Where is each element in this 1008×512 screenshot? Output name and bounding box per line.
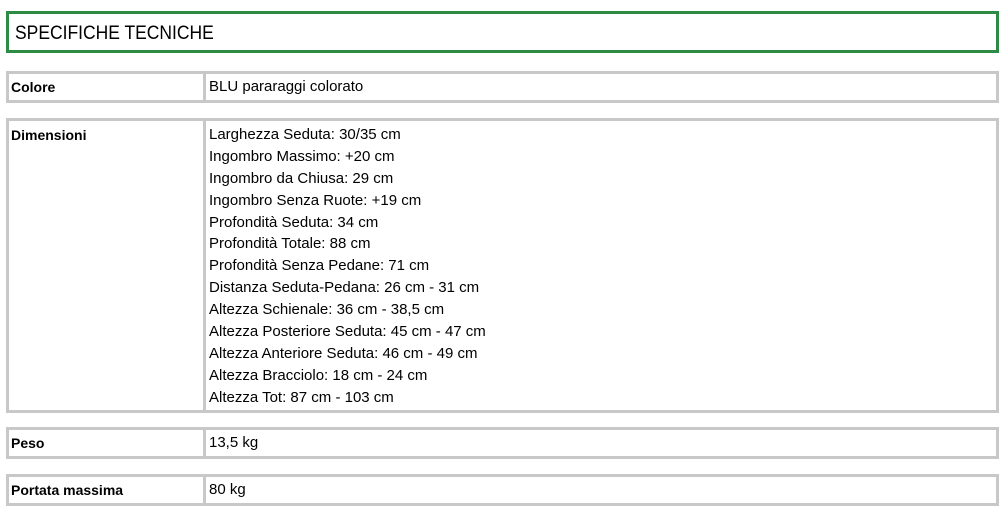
spec-value-colore bbox=[209, 74, 996, 100]
spec-value-text: BLU pararaggi colorato bbox=[209, 78, 364, 95]
dimension-item: Ingombro Senza Ruote: +19 cm bbox=[209, 191, 422, 209]
dimension-item: Profondità Totale: 88 cm bbox=[209, 235, 371, 253]
spec-label-text: Portata massima bbox=[11, 482, 124, 498]
spec-row-portata bbox=[6, 474, 999, 506]
dimension-item: Distanza Seduta-Pedana: 26 cm - 31 cm bbox=[209, 279, 480, 297]
spec-label-text: Dimensioni bbox=[11, 127, 87, 143]
spec-label-text: Peso bbox=[11, 435, 45, 451]
dimension-item: Altezza Anteriore Seduta: 46 cm - 49 cm bbox=[209, 344, 478, 362]
dimension-item: Ingombro da Chiusa: 29 cm bbox=[209, 169, 394, 187]
dimension-item: Profondità Senza Pedane: 71 cm bbox=[209, 257, 430, 275]
dimension-item: Ingombro Massimo: +20 cm bbox=[209, 147, 395, 165]
section-title-box bbox=[6, 11, 999, 53]
spec-value-text: 80 kg bbox=[209, 481, 246, 498]
dimension-item: Altezza Posteriore Seduta: 45 cm - 47 cm bbox=[209, 323, 486, 341]
section-title: SPECIFICHE TECNICHE bbox=[15, 23, 214, 44]
spec-value-portata bbox=[209, 477, 996, 503]
dimension-item: Larghezza Seduta: 30/35 cm bbox=[209, 126, 401, 143]
spec-label-colore bbox=[9, 74, 206, 100]
spec-value-peso bbox=[209, 430, 996, 456]
dimension-item: Altezza Tot: 87 cm - 103 cm bbox=[209, 388, 394, 406]
dimension-item: Altezza Bracciolo: 18 cm - 24 cm bbox=[209, 366, 428, 384]
dimension-item: Profondità Seduta: 34 cm bbox=[209, 213, 379, 231]
spec-label-dimensioni bbox=[9, 121, 206, 410]
dimensions-list bbox=[209, 124, 996, 409]
spec-row-colore bbox=[6, 71, 999, 103]
spec-value-dimensioni bbox=[209, 124, 996, 409]
spec-row-dimensioni bbox=[6, 118, 999, 413]
dimension-item: Altezza Schienale: 36 cm - 38,5 cm bbox=[209, 301, 445, 319]
spec-value-text: 13,5 kg bbox=[209, 434, 259, 451]
spec-label-peso bbox=[9, 430, 206, 456]
spec-label-text: Colore bbox=[11, 79, 56, 95]
spec-label-portata bbox=[9, 477, 206, 503]
spec-row-peso bbox=[6, 427, 999, 459]
